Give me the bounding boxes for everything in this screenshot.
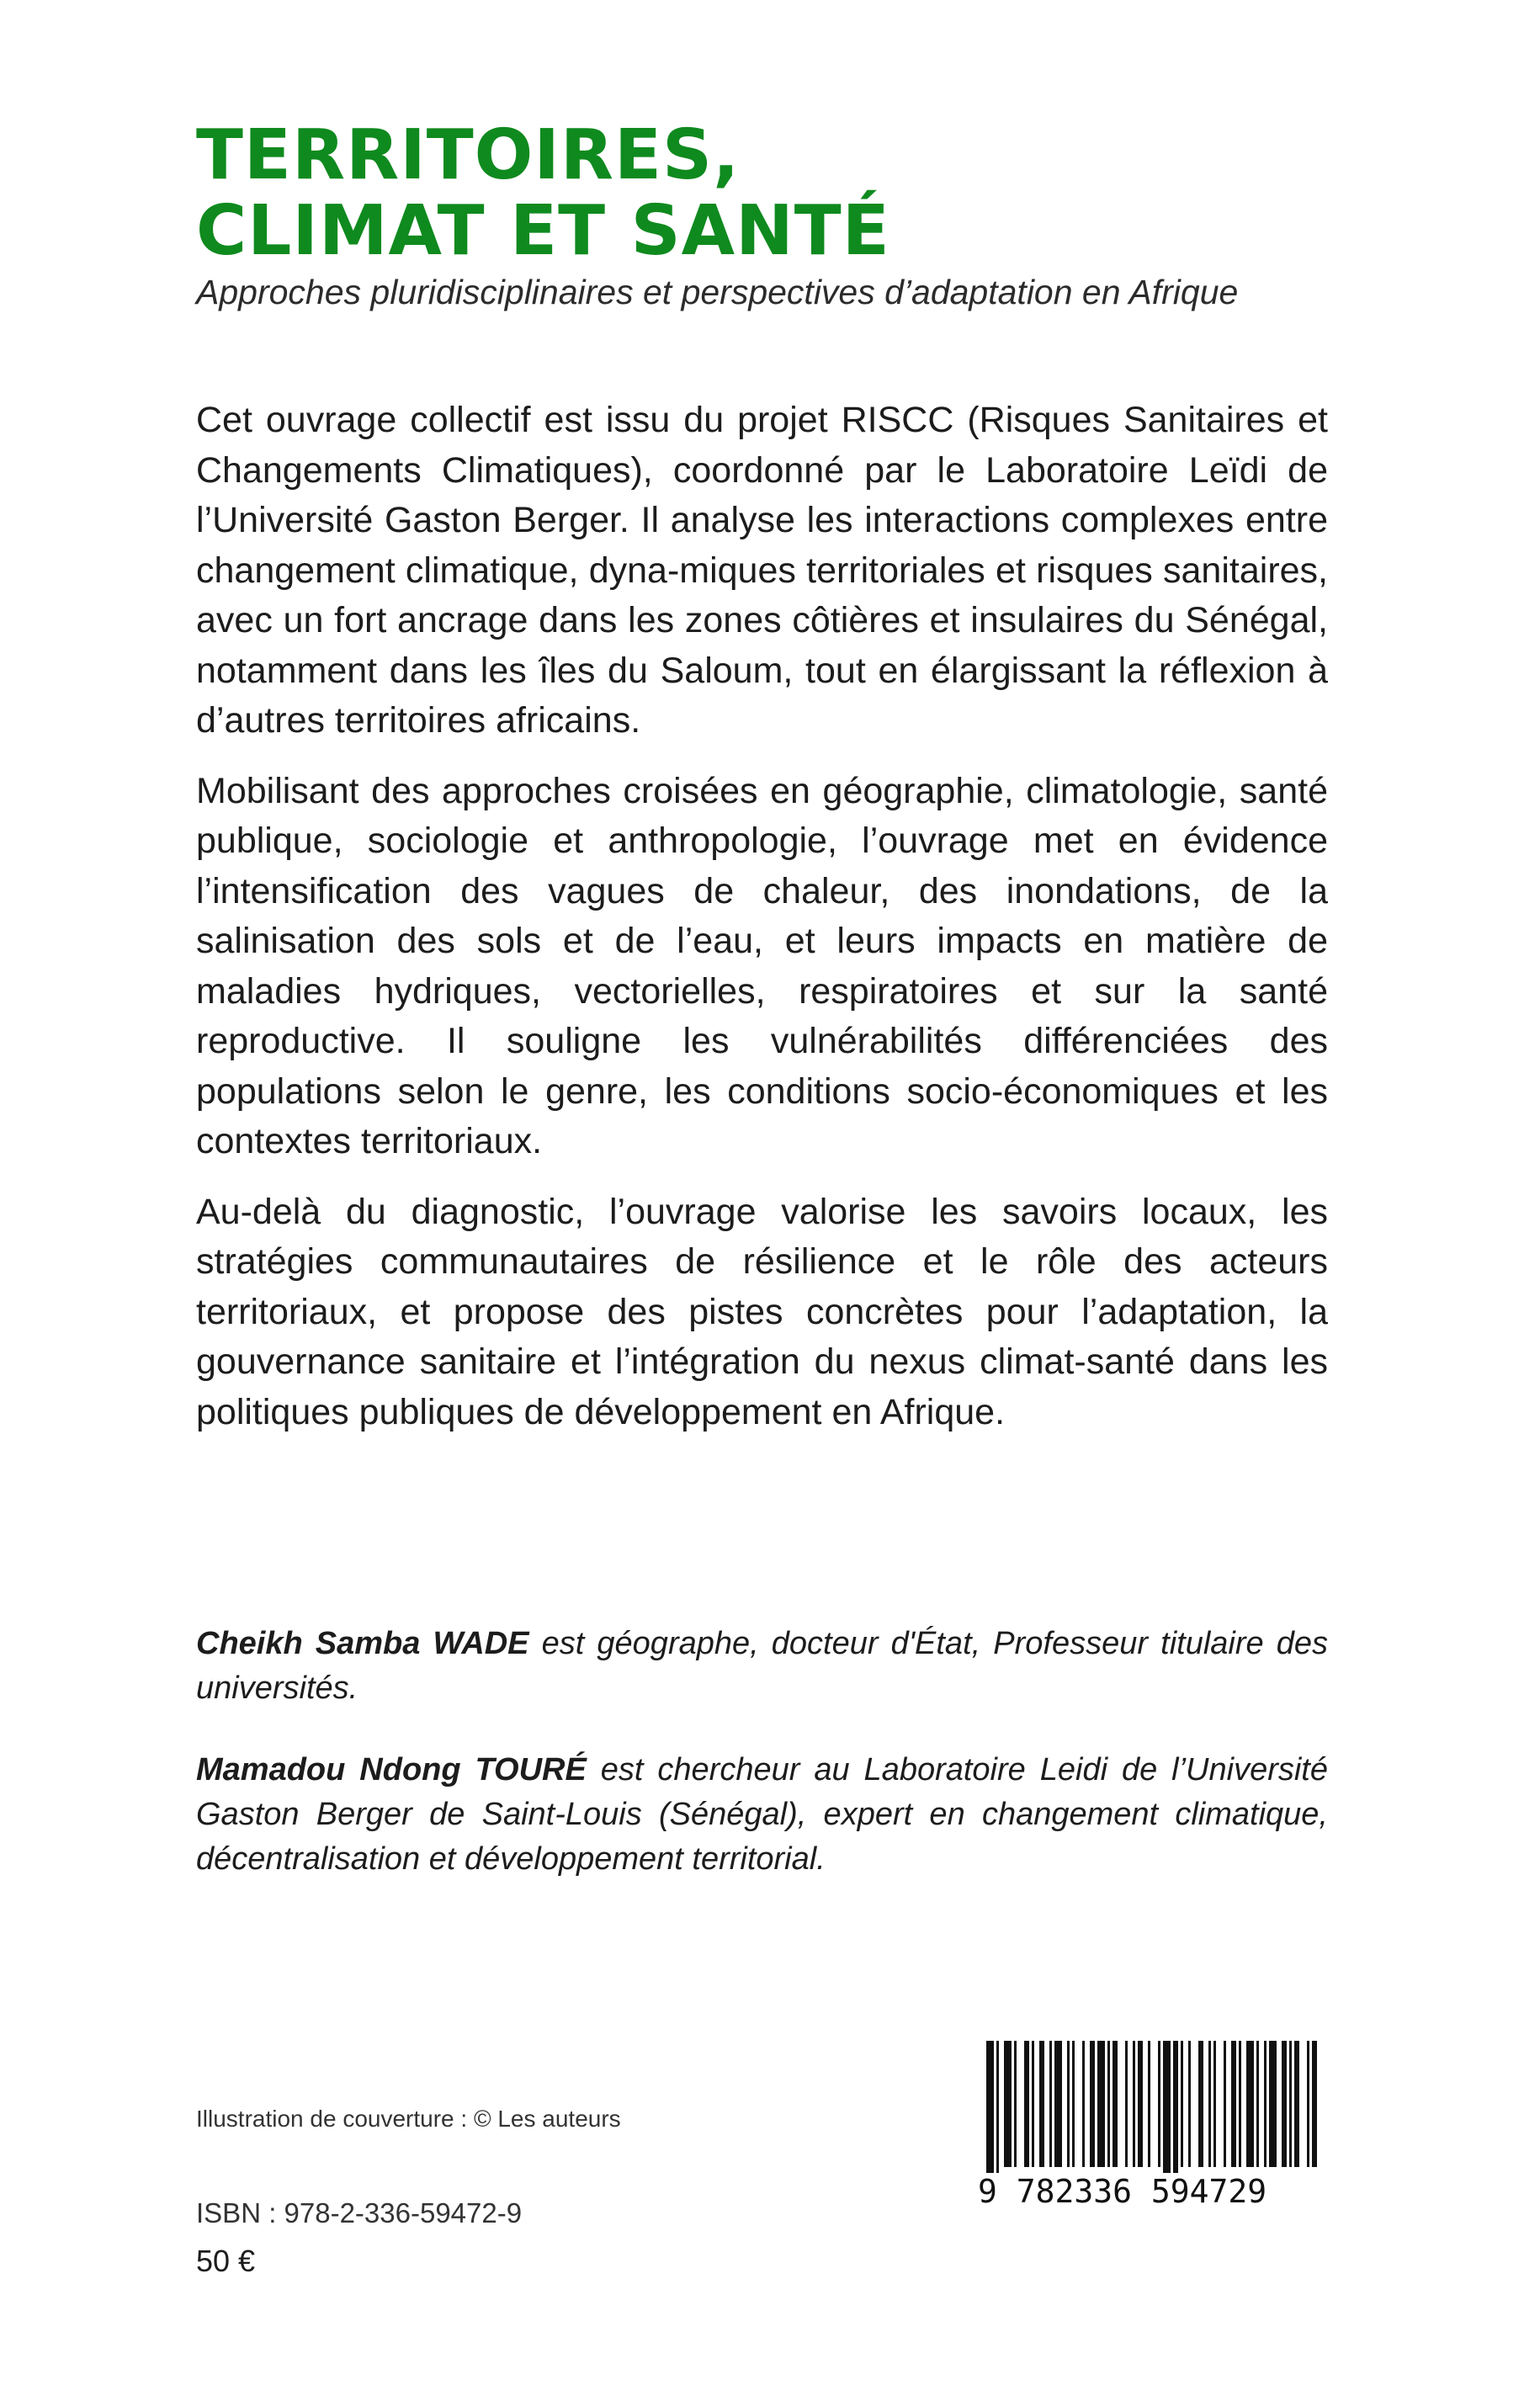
barcode-bar — [1181, 2041, 1183, 2167]
barcode-bar — [1133, 2041, 1135, 2167]
barcode-bar — [1125, 2041, 1128, 2167]
book-subtitle: Approches pluridisciplinaires et perspectives d’adaptation en Afrique — [196, 273, 1239, 311]
barcode-bar — [1049, 2041, 1052, 2167]
isbn: ISBN : 978-2-336-59472-9 — [196, 2197, 523, 2228]
barcode-bar — [1113, 2041, 1118, 2167]
barcode-bar — [1307, 2041, 1309, 2167]
barcode-bar — [1198, 2041, 1203, 2167]
summary-paragraph-1: Cet ouvrage collectif est issu du projet RISCC (Risques Sanitaires et Changements Climatiques), coordonné par le Laboratoire Leïdi de l’Université Gaston Berger. Il analyse les interactions complexes entre changement climatique, dyna-miques territoriales et risques sanitaires, avec un fort ancrage dans les zones côtières et insulaires du Sénégal, notamment dans les îles du Saloum, tout en élargissant la réflexion à d’autres territoires africains. — [196, 400, 1328, 741]
book-title-line-2: CLIMAT ET SANTÉ — [196, 191, 890, 271]
barcode-bar — [1067, 2041, 1070, 2167]
barcode-number: 9 782336 594729 — [978, 2173, 1267, 2210]
barcode-bar — [1054, 2041, 1062, 2167]
barcode-bar — [1312, 2041, 1317, 2167]
barcode-bar — [1148, 2041, 1150, 2167]
book-title — [196, 115, 1374, 271]
barcode-bar — [1213, 2041, 1216, 2167]
barcode-bar — [1138, 2041, 1143, 2167]
barcode-bar — [986, 2041, 994, 2180]
author-description-2: est chercheur au Laboratoire Leidi de l’Université Gaston Berger de Saint-Louis (Sénégal), expert en changement climatique, décentralisation et développement territorial. — [196, 1752, 1328, 1877]
barcode-bar — [1289, 2041, 1292, 2167]
barcode-bar — [1014, 2041, 1017, 2167]
summary-paragraph-3: Au-delà du diagnostic, l’ouvrage valorise les savoirs locaux, les stratégies communautaires de résilience et le rôle des acteurs territoriaux, et propose des pistes concrètes pour l’adaptation, la gouvernance sanitaire et l’intégration du nexus climat-santé dans les politiques publiques de développement en Afrique. — [196, 1191, 1328, 1432]
barcode-bar — [1246, 2041, 1254, 2167]
barcode-bar — [1163, 2041, 1171, 2180]
author-bios — [196, 1622, 1328, 1919]
barcode-bar — [1090, 2041, 1095, 2167]
barcode-bar — [1097, 2041, 1105, 2167]
barcode-bar — [996, 2041, 999, 2180]
barcode-digits — [976, 2173, 1330, 2210]
price: 50 € — [196, 2244, 256, 2278]
barcode-bar — [1224, 2041, 1226, 2167]
barcode-bar — [1032, 2041, 1034, 2167]
barcode-bar — [1188, 2041, 1191, 2167]
barcode-bar — [1039, 2041, 1044, 2167]
summary-paragraph-2: Mobilisant des approches croisées en géographie, climatologie, santé publique, sociologie et anthropologie, l’ouvrage met en évidence l’intensification des vagues de chaleur, des inondations, de la salinisation des sols et de l’eau, et leurs impacts en matière de maladies hydriques, vectorielles, respiratoires et sur la santé reproductive. Il souligne les vulnérabilités différenciées des populations selon le genre, les conditions socio-économiques et les contextes territoriaux. — [196, 770, 1328, 1161]
barcode-bar — [1024, 2041, 1029, 2167]
barcode-bar — [1158, 2041, 1160, 2167]
barcode-bars — [976, 2041, 1330, 2180]
author-name-1: Cheikh Samba WADE — [196, 1626, 529, 1661]
author-description-1: est géographe, docteur d'État, Professeur titulaire des universités. — [196, 1626, 1328, 1706]
barcode-bar — [1239, 2041, 1241, 2167]
author-name-2: Mamadou Ndong TOURÉ — [196, 1752, 587, 1787]
book-title-line-1: TERRITOIRES, — [196, 115, 741, 195]
illustration-credit: Illustration de couverture : © Les auteurs — [196, 2106, 621, 2132]
barcode-bar — [1294, 2041, 1299, 2167]
barcode-bar — [1282, 2041, 1287, 2167]
summary — [196, 396, 1328, 1458]
barcode-bar — [1107, 2041, 1110, 2167]
barcode-bar — [1231, 2041, 1236, 2167]
author-bio-2 — [196, 1748, 1328, 1882]
barcode-bar — [1269, 2041, 1277, 2167]
barcode-bar — [1208, 2041, 1211, 2167]
barcode-bar — [1264, 2041, 1267, 2167]
author-bio-1 — [196, 1622, 1328, 1711]
barcode-bar — [1072, 2041, 1075, 2167]
barcode-bar — [1173, 2041, 1178, 2180]
barcode-bar — [1082, 2041, 1085, 2167]
barcode-bar — [1004, 2041, 1012, 2167]
barcode-bar — [1256, 2041, 1259, 2167]
